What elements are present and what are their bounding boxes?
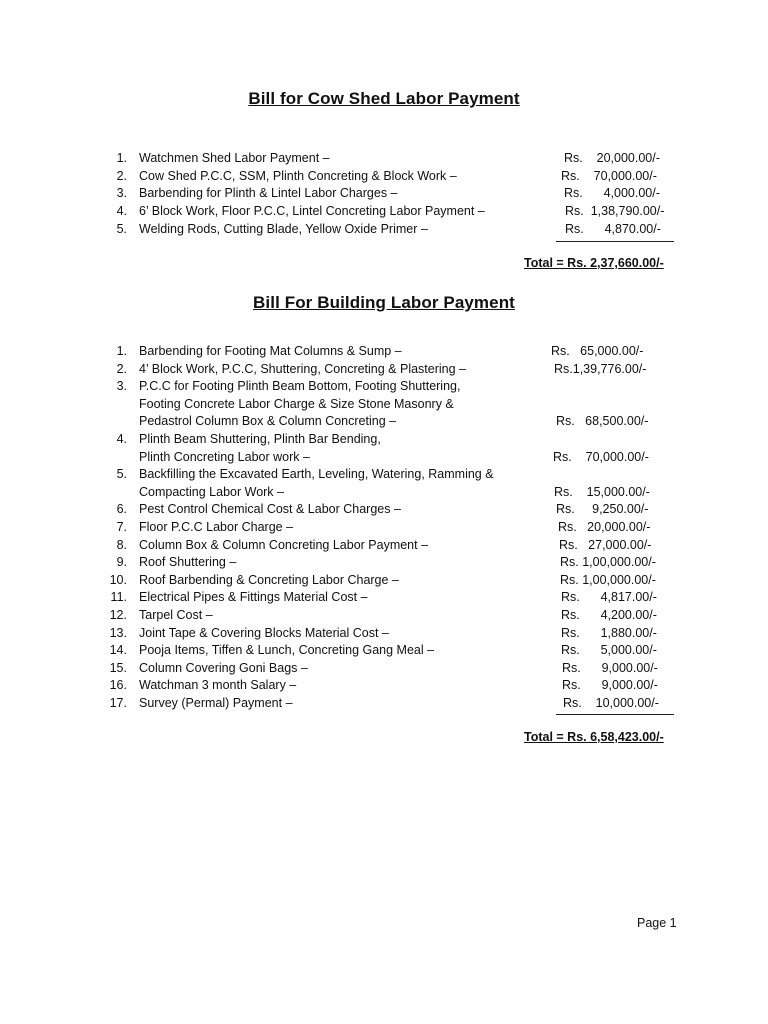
item-number: 13.	[109, 625, 127, 640]
table-row	[0, 641, 768, 659]
item-description: Barbending for Footing Mat Columns & Sump –	[139, 344, 402, 358]
bill1-total: Total = Rs. 2,37,660.00/-	[524, 256, 664, 270]
table-row	[0, 202, 768, 220]
table-row	[0, 377, 768, 395]
item-description: Watchmen Shed Labor Payment –	[139, 151, 330, 165]
bill1-total-rule	[556, 241, 674, 242]
item-description: Pooja Items, Tiffen & Lunch, Concreting Gang Meal –	[139, 643, 435, 658]
item-description: Column Box & Column Concreting Labor Payment –	[139, 537, 429, 552]
table-row	[0, 588, 768, 606]
item-description: Compacting Labor Work –	[139, 484, 284, 499]
item-amount: Rs. 20,000.00/-	[564, 151, 660, 165]
table-row	[0, 624, 768, 642]
item-description: Backfilling the Excavated Earth, Leveling, Watering, Ramming &	[139, 467, 494, 482]
item-amount: Rs.1,39,776.00/-	[554, 361, 647, 376]
item-description: Electrical Pipes & Fittings Material Cost –	[139, 590, 368, 605]
table-row	[0, 571, 768, 589]
table-row-continuation	[0, 412, 768, 430]
table-row	[0, 694, 768, 712]
item-amount: Rs. 4,870.00/-	[565, 221, 661, 236]
item-description: Floor P.C.C Labor Charge –	[139, 520, 294, 534]
item-number: 16.	[109, 678, 127, 693]
item-amount: Rs. 4,817.00/-	[561, 590, 657, 605]
item-amount: Rs. 1,880.00/-	[561, 625, 657, 640]
table-row	[0, 360, 768, 378]
item-description: Footing Concrete Labor Charge & Size Stone Masonry &	[139, 396, 454, 411]
item-amount: Rs. 27,000.00/-	[559, 537, 652, 552]
table-row	[0, 220, 768, 238]
item-description: Survey (Permal) Payment –	[139, 696, 293, 710]
item-number: 3.	[116, 186, 127, 201]
item-amount: Rs. 15,000.00/-	[554, 484, 650, 499]
bill2-total: Total = Rs. 6,58,423.00/-	[524, 730, 664, 744]
item-number: 3.	[116, 379, 127, 394]
item-amount: Rs. 10,000.00/-	[563, 696, 659, 710]
table-row-continuation	[0, 483, 768, 501]
table-row-continuation	[0, 395, 768, 413]
item-number: 11.	[110, 590, 127, 605]
item-number: 2.	[116, 168, 127, 183]
table-row	[0, 465, 768, 483]
table-row	[0, 430, 768, 448]
item-amount: Rs. 9,000.00/-	[562, 678, 658, 693]
table-row	[0, 606, 768, 624]
table-row	[0, 167, 768, 185]
item-description: Tarpel Cost –	[139, 608, 213, 622]
item-number: 6.	[116, 502, 127, 517]
item-description: 4’ Block Work, P.C.C, Shuttering, Concreting & Plastering –	[139, 361, 467, 376]
item-description: Cow Shed P.C.C, SSM, Plinth Concreting & Block Work –	[139, 168, 457, 183]
item-amount: Rs. 1,00,000.00/-	[560, 555, 656, 570]
table-row	[0, 518, 768, 536]
item-number: 8.	[116, 537, 127, 552]
table-row	[0, 659, 768, 677]
item-number: 4.	[116, 204, 127, 219]
page-number: Page 1	[637, 916, 677, 930]
item-number: 1.	[116, 151, 127, 165]
bill2-title: Bill For Building Labor Payment	[253, 293, 515, 312]
item-number: 14.	[109, 643, 127, 658]
item-description: Column Covering Goni Bags –	[139, 660, 308, 675]
item-amount: Rs. 70,000.00/-	[553, 449, 649, 464]
item-amount: Rs. 4,000.00/-	[564, 186, 660, 201]
item-description: Pest Control Chemical Cost & Labor Charges –	[139, 502, 401, 517]
item-description: Roof Shuttering –	[139, 555, 237, 570]
table-row-continuation	[0, 448, 768, 466]
item-amount: Rs. 9,250.00/-	[556, 502, 649, 517]
item-amount: Rs. 65,000.00/-	[551, 344, 644, 358]
item-number: 10.	[109, 572, 127, 587]
item-number: 5.	[116, 467, 127, 482]
item-amount: Rs. 4,200.00/-	[561, 608, 657, 622]
item-description: P.C.C for Footing Plinth Beam Bottom, Footing Shuttering,	[139, 379, 461, 394]
item-amount: Rs. 70,000.00/-	[561, 168, 657, 183]
item-number: 5.	[116, 221, 127, 236]
item-number: 7.	[116, 520, 127, 534]
item-description: Barbending for Plinth & Lintel Labor Charges –	[139, 186, 398, 201]
table-row	[0, 342, 768, 360]
bill2-total-rule	[556, 714, 674, 715]
item-number: 15.	[109, 660, 127, 675]
item-amount: Rs. 68,500.00/-	[556, 414, 649, 429]
item-description: Pedastrol Column Box & Column Concreting –	[139, 414, 397, 429]
table-row	[0, 553, 768, 571]
item-description: Joint Tape & Covering Blocks Material Cost –	[139, 625, 389, 640]
item-amount: Rs. 1,00,000.00/-	[560, 572, 656, 587]
item-number: 4.	[116, 432, 127, 446]
table-row	[0, 500, 768, 518]
table-row	[0, 536, 768, 554]
item-amount: Rs. 5,000.00/-	[561, 643, 657, 658]
item-amount: Rs. 9,000.00/-	[562, 660, 658, 675]
item-description: Welding Rods, Cutting Blade, Yellow Oxide Primer –	[139, 221, 428, 236]
item-amount: Rs. 1,38,790.00/-	[565, 204, 665, 219]
item-description: Watchman 3 month Salary –	[139, 678, 297, 693]
item-description: 6’ Block Work, Floor P.C.C, Lintel Concreting Labor Payment –	[139, 204, 485, 219]
item-description: Plinth Beam Shuttering, Plinth Bar Bending,	[139, 432, 381, 446]
item-number: 1.	[116, 344, 127, 358]
table-row	[0, 184, 768, 202]
item-description: Roof Barbending & Concreting Labor Charge –	[139, 572, 399, 587]
item-number: 2.	[116, 361, 127, 376]
bill1-title: Bill for Cow Shed Labor Payment	[248, 89, 520, 108]
item-number: 12.	[109, 608, 127, 622]
table-row	[0, 149, 768, 167]
table-row	[0, 676, 768, 694]
item-amount: Rs. 20,000.00/-	[558, 520, 651, 534]
item-number: 9.	[116, 555, 127, 570]
item-number: 17.	[109, 696, 127, 710]
item-description: Plinth Concreting Labor work –	[139, 449, 310, 464]
